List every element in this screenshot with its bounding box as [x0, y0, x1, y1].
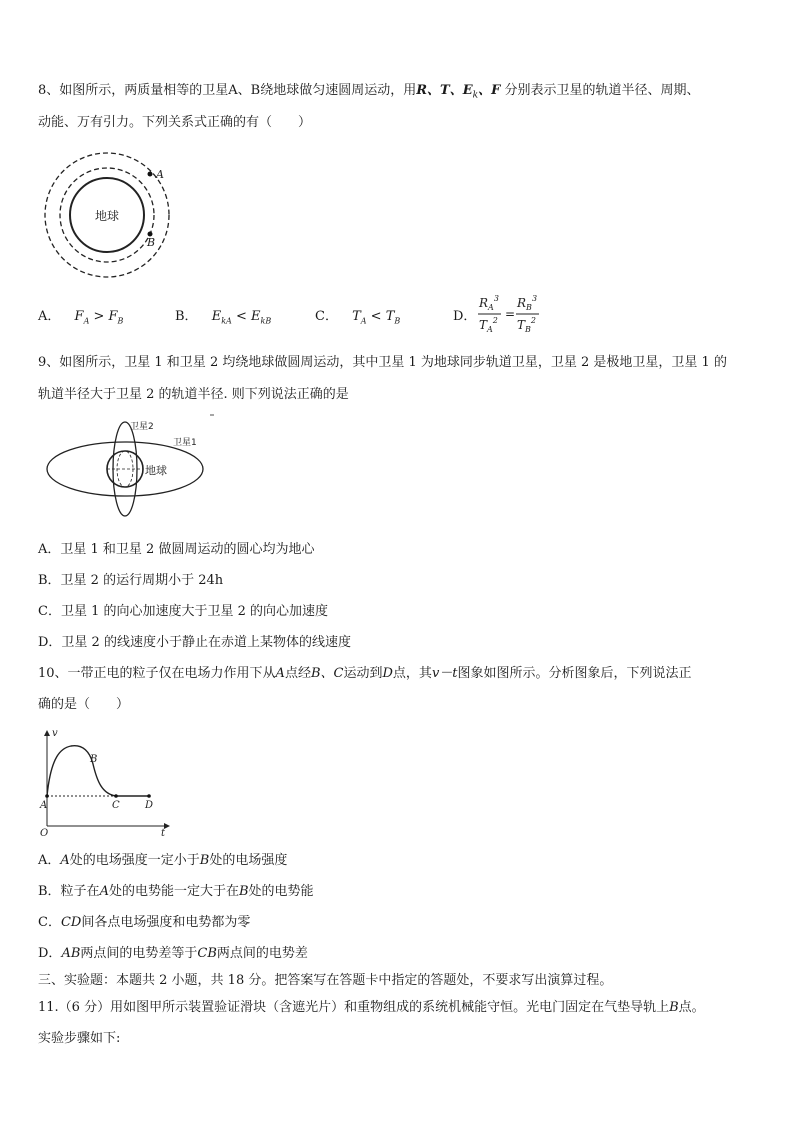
q8-stem-line2: 动能、万有引力。下列关系式正确的有（ ）: [38, 115, 312, 130]
satellite-a-dot: [148, 172, 153, 177]
label-b: B: [90, 754, 98, 765]
label-a: A: [40, 800, 48, 811]
v-axis-arrow: [44, 730, 50, 736]
vt-curve: [47, 746, 149, 796]
q8-option-b-formula: $E_{kA} < E_{kB}$: [211, 309, 272, 326]
q10-stem-line1: 10、一带正电的粒子仅在电场力作用下从A点经B、C运动到D点，其v－t图象如图所示。分析图象后，下列说法正: [38, 666, 692, 681]
q9-option-a: A．卫星 1 和卫星 2 做圆周运动的圆心均为地心: [38, 542, 315, 557]
q9-stem-line2: 轨道半径大于卫星 2 的轨道半径. 则下列说法正确的是: [38, 387, 349, 402]
q9-option-d: D．卫星 2 的线速度小于静止在赤道上某物体的线速度: [38, 635, 351, 650]
point-d: [147, 794, 151, 798]
q8-option-a-formula: $F_A > F_B$: [74, 309, 124, 326]
q11-stem-line2: 实验步骤如下:: [38, 1031, 121, 1046]
q10-option-d: D．AB两点间的电势差等于CB两点间的电势差: [38, 946, 308, 961]
svg-text:TA2: $T_A^2$: [479, 316, 498, 334]
q8-orbit-figure: [40, 150, 180, 280]
v-axis-label: v: [52, 728, 58, 739]
satellite-b-label: B: [147, 236, 156, 249]
t-axis-label: t: [161, 828, 166, 838]
satellite-2-label: 卫星2: [130, 422, 154, 432]
svg-text:TB2: $T_B^2$: [517, 316, 536, 334]
label-c: C: [112, 800, 120, 811]
q10-vt-graph: [36, 726, 176, 838]
q8-option-c-formula: $T_A < T_B$: [352, 309, 401, 326]
q10-option-c: C．CD间各点电场强度和电势都为零: [38, 915, 251, 930]
label-d: D: [145, 800, 154, 811]
q10-stem-line2: 确的是（ ）: [38, 697, 130, 712]
q10-option-b: B．粒子在A处的电势能一定大于在B处的电势能: [38, 884, 314, 899]
q8-stem-line1: 8、如图所示，两质量相等的卫星A、B绕地球做匀速圆周运动，用R、T、$E_k$、F 分别表示卫星的轨道半径、周期、: [38, 83, 700, 101]
origin-label: O: [40, 828, 49, 838]
q8-option-b: B． $E_{kA} < E_{kB}$: [175, 309, 272, 326]
q9-stem-line1: 9、如图所示，卫星 1 和卫星 2 均绕地球做圆周运动，其中卫星 1 为地球同步轨道卫星，卫星 2 是极地卫星，卫星 1 的: [38, 355, 727, 370]
q8-option-c: C． $T_A < T_B$: [315, 309, 401, 326]
q8-option-a: A． $F_A > F_B$: [38, 309, 124, 326]
q9-option-c: C．卫星 1 的向心加速度大于卫星 2 的向心加速度: [38, 604, 329, 619]
earth-label: 地球: [145, 464, 167, 477]
q8-option-d: D．: [453, 309, 477, 324]
satellite-a-label: A: [156, 168, 164, 181]
q9-satellite-figure: [44, 412, 219, 520]
q11-stem-line1: 11.（6 分）用如图甲所示装置验证滑块（含遮光片）和重物组成的系统机械能守恒。光电门固定在气垫导轨上B点。: [38, 1000, 705, 1015]
q10-option-a: A．A处的电场强度一定小于B处的电场强度: [38, 853, 288, 868]
point-a: [45, 794, 49, 798]
satellite-1-label: 卫星1: [173, 438, 197, 448]
point-c: [114, 794, 118, 798]
svg-text:RA3: $R_A^3$: [479, 294, 499, 312]
q9-option-b: B．卫星 2 的运行周期小于 24h: [38, 573, 224, 588]
svg-text:=: =: [505, 307, 516, 321]
svg-text:RB3: $R_B^3$: [517, 294, 538, 312]
earth-label: 地球: [94, 209, 120, 223]
section-3-heading: 三、实验题：本题共 2 小题，共 18 分。把答案写在答题卡中指定的答题处，不要求写出演算过程。: [38, 973, 613, 988]
q8-option-d-formula: [475, 292, 545, 338]
